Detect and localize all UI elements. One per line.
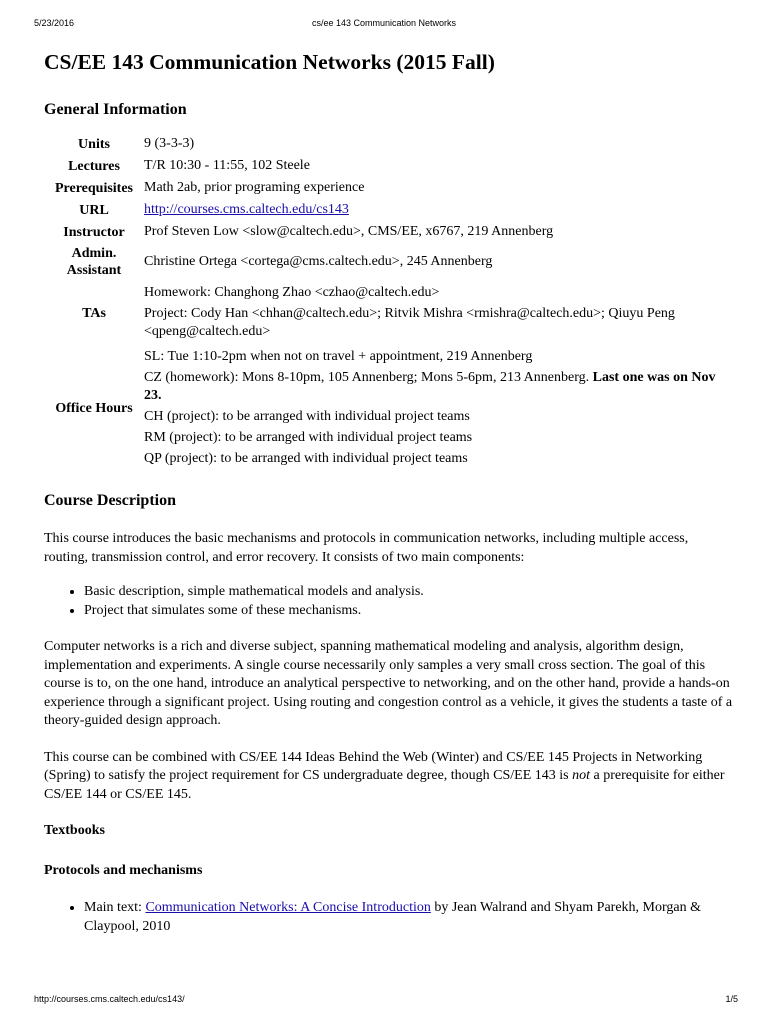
office-hours-sl: SL: Tue 1:10-2pm when not on travel + appointment, 219 Annenberg — [144, 349, 533, 364]
prerequisites-label: Prerequisites — [54, 180, 134, 196]
print-date: 5/23/2016 — [34, 18, 75, 28]
tas-value — [142, 281, 734, 345]
office-hours-rm: RM (project): to be arranged with individual project teams — [144, 430, 473, 445]
list-item: • Basic description, simple mathematical models and analysis. — [84, 582, 734, 601]
course-url-link[interactable]: http://courses.cms.caltech.edu/cs143 — [144, 202, 349, 217]
course-description-heading: Course Description — [44, 492, 176, 509]
description-combination: This course can be combined with CS/EE 144 Ideas Behind the Web (Winter) and CS/EE 145 Projects in Networking (Spring) to satisfy the project requirement for CS undergraduate degree, though CS/EE 143 is not a prerequisite for either CS/EE 144 or CS/EE 145. — [44, 749, 725, 802]
general-info-heading: General Information — [44, 101, 187, 118]
units-label: Units — [78, 136, 110, 152]
url-row — [46, 199, 734, 221]
page-title: CS/EE 143 Communication Networks (2015 Fall) — [44, 50, 495, 74]
lectures-row — [46, 155, 734, 177]
office-hours-cz-note: Last one was on Nov 23. — [144, 370, 716, 403]
textbooks-heading: Textbooks — [44, 823, 105, 838]
print-url: http://courses.cms.caltech.edu/cs143/ — [34, 994, 185, 1004]
emphasis-not: not — [572, 768, 591, 783]
url-label: URL — [79, 202, 109, 218]
office-hours-cz: CZ (homework): Mons 8-10pm, 105 Annenberg; Mons 5-6pm, 213 Annenberg. Last one was on Nov 23. — [144, 370, 716, 403]
units-value: 9 (3-3-3) — [144, 136, 195, 151]
admin-label: Admin. Assistant — [66, 246, 122, 278]
ta-project: Project: Cody Han <chhan@caltech.edu>; Ritvik Mishra <rmishra@caltech.edu>; Qiuyu Peng <qpeng@caltech.edu> — [144, 306, 675, 339]
description-body: Computer networks is a rich and diverse subject, spanning mathematical modeling and analysis, algorithm design, implementation and experiments. A single course necessarily only samples a very small cross section. The goal of this course is to, on the one hand, introduce an analytical perspective to networking, and on the other hand, provide a hands-on experience through a significant project. Using routing and congestion control as a vehicle, it gives the students a taste of a theory-guided design approach. — [44, 639, 733, 728]
textbook-list — [44, 898, 734, 936]
list-item: • Main text: Communication Networks: A Concise Introduction by Jean Walrand and Shyam Parekh, Morgan & Claypool, 2010 — [84, 898, 734, 936]
tas-row — [46, 281, 734, 345]
office-hours-label: Office Hours — [55, 401, 133, 416]
ta-homework: Homework: Changhong Zhao <czhao@caltech.edu> — [144, 285, 440, 300]
page-number: 1/5 — [725, 994, 738, 1004]
office-hours-value — [142, 345, 734, 472]
lectures-label: Lectures — [68, 158, 120, 174]
list-item: • Project that simulates some of these mechanisms. — [84, 601, 734, 620]
protocols-heading: Protocols and mechanisms — [44, 863, 203, 878]
main-textbook-link[interactable]: Communication Networks: A Concise Introduction — [145, 900, 431, 915]
print-title: cs/ee 143 Communication Networks — [311, 18, 457, 28]
admin-value: Christine Ortega <cortega@cms.caltech.edu>, 245 Annenberg — [144, 254, 493, 269]
general-info-table — [46, 133, 734, 472]
page-content — [44, 40, 734, 936]
prerequisites-value: Math 2ab, prior programing experience — [144, 180, 365, 195]
admin-row — [46, 243, 734, 281]
prerequisites-row — [46, 177, 734, 199]
instructor-row — [46, 221, 734, 243]
units-row — [46, 133, 734, 155]
instructor-label: Instructor — [63, 224, 125, 240]
office-hours-qp: QP (project): to be arranged with individual project teams — [144, 451, 468, 466]
lectures-value: T/R 10:30 - 11:55, 102 Steele — [144, 158, 310, 173]
description-intro: This course introduces the basic mechanisms and protocols in communication networks, including multiple access, routing, transmission control, and error recovery. It consists of two main components: — [44, 531, 689, 565]
instructor-value: Prof Steven Low <slow@caltech.edu>, CMS/EE, x6767, 219 Annenberg — [144, 224, 554, 239]
office-hours-row — [46, 345, 734, 472]
tas-label: TAs — [82, 305, 106, 321]
components-list — [44, 582, 734, 620]
office-hours-ch: CH (project): to be arranged with individual project teams — [144, 409, 470, 424]
